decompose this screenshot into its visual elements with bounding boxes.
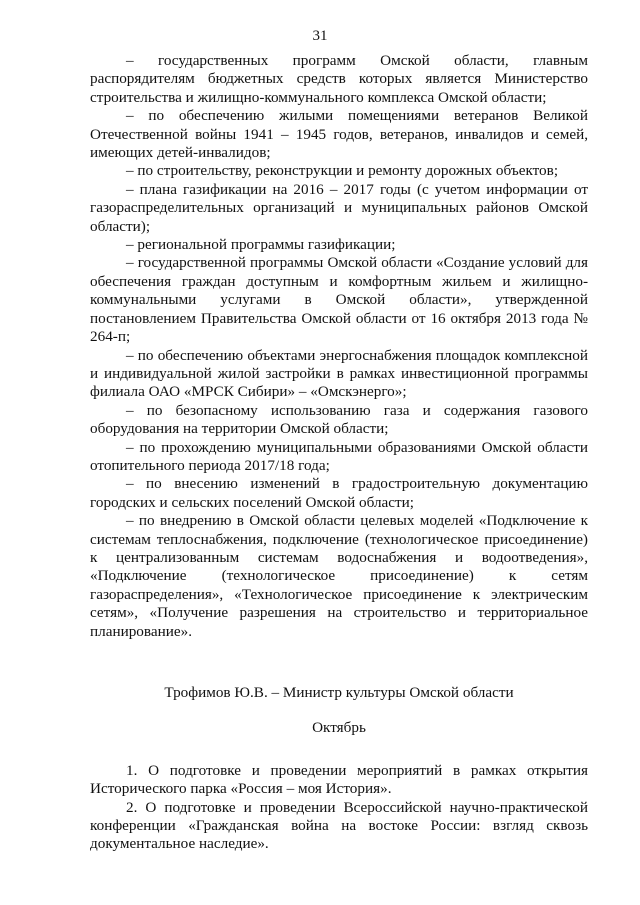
- month-heading: Октябрь: [312, 719, 366, 737]
- document-body: [90, 52, 588, 854]
- list-item: – государственных программ Омской области, главным распорядителям бюджетных средств которых является Министерство строительства и жилищно-коммунального комплекса Омской области;: [90, 52, 588, 106]
- report-items-list: [90, 52, 588, 641]
- list-item: – по строительству, реконструкции и ремонту дорожных объектов;: [126, 162, 559, 180]
- agenda-item: 1. О подготовке и проведении мероприятий в рамках открытия Исторического парка «Россия – моя История».: [90, 761, 588, 798]
- list-item: – по обеспечению объектами энергоснабжения площадок комплексной и индивидуальной жилой застройки в рамках инвестиционной программы филиала ОАО «МРСК Сибири» – «Омскэнерго»;: [90, 346, 588, 401]
- list-item: – плана газификации на 2016 – 2017 годы (с учетом информации от газораспределительных организаций и муниципальных районов Омской области);: [90, 180, 588, 235]
- list-item: – по безопасному использованию газа и содержания газового оборудования на территории Омской области;: [90, 401, 588, 438]
- list-item: – региональной программы газификации;: [126, 236, 396, 254]
- list-item: – по обеспечению жилыми помещениями ветеранов Великой Отечественной войны 1941 – 1945 годов, ветеранов, инвалидов и семей, имеющих детей-инвалидов;: [90, 107, 588, 162]
- page-number: 31: [312, 28, 328, 44]
- agenda-item: 2. О подготовке и проведении Всероссийской научно-практической конференции «Гражданская война на востоке России: взгляд сквозь документальное наследие».: [90, 798, 588, 853]
- list-item: – по внесению изменений в градостроительную документацию городских и сельских поселений Омской области;: [90, 475, 588, 511]
- list-item: – по прохождению муниципальными образованиями Омской области отопительного периода 2017/18 года;: [90, 438, 588, 474]
- signer-heading: Трофимов Ю.В. – Министр культуры Омской области: [164, 684, 514, 701]
- list-item: – государственной программы Омской области «Создание условий для обеспечения граждан доступным и комфортным жильем и жилищно-коммунальными услугами в Омской области», утвержденной постановлением Правительства Омской области от 16 октября 2013 года № 264-п;: [90, 254, 588, 346]
- list-item: – по внедрению в Омской области целевых моделей «Подключение к системам теплоснабжения, подключение (технологическое присоединение) к централизованным системам водоснабжения и водоотведения», «Подключение (технологическое присоединение) к сетям газораспределения», «Технологическое присоединение к электрическим сетям», «Получение разрешения на строительство и территориальное планирование».: [90, 512, 588, 640]
- agenda-list: [90, 762, 588, 854]
